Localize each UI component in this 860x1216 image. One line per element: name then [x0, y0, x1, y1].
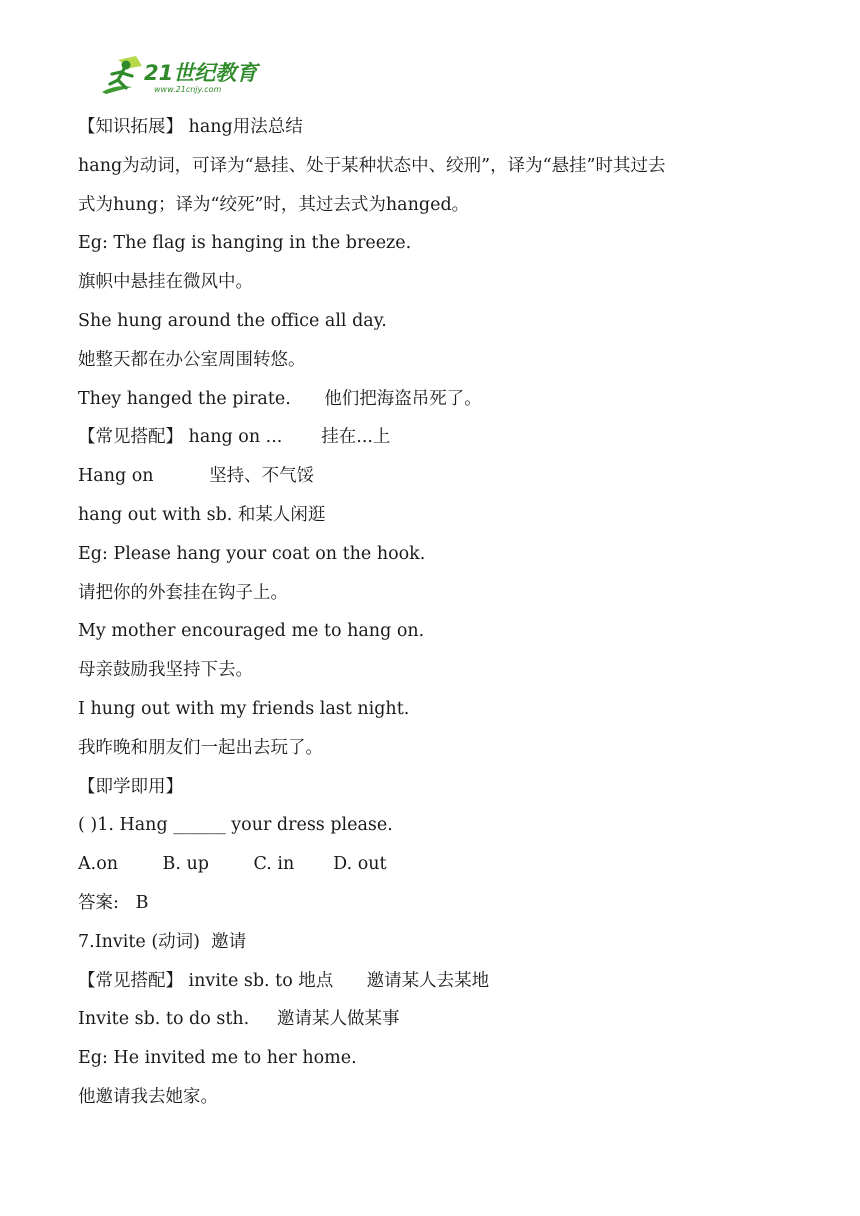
section-heading: 【即学即用】	[78, 776, 183, 797]
section-heading: 【常见搭配】 invite sb. to 地点 邀请某人去某地	[78, 970, 490, 991]
example-sentence: Eg: Please hang your coat on the hook.	[78, 543, 426, 564]
example-sentence: They hanged the pirate. 他们把海盗吊死了。	[78, 388, 482, 409]
example-sentence: Eg: He invited me to her home.	[78, 1048, 357, 1069]
document-body	[78, 108, 798, 1117]
example-translation: 旗帜中悬挂在微风中。	[78, 272, 253, 293]
example-sentence: My mother encouraged me to hang on.	[78, 621, 425, 642]
runner-icon	[102, 56, 142, 94]
example-translation: 他邀请我去她家。	[78, 1086, 218, 1107]
logo-url: www.21cnjy.com	[154, 85, 222, 94]
section-heading: 【常见搭配】 hang on ... 挂在...上	[78, 427, 391, 448]
exercise-answer: 答案: B	[78, 892, 149, 913]
vocab-heading: 7.Invite (动词) 邀请	[78, 931, 247, 952]
example-sentence: She hung around the office all day.	[78, 310, 387, 331]
example-translation: 她整天都在办公室周围转悠。	[78, 349, 306, 370]
logo	[96, 54, 266, 96]
exercise-options: A.on B. up C. in D. out	[78, 854, 387, 875]
exercise-question: ( )1. Hang ______ your dress please.	[78, 815, 393, 836]
example-translation: 我昨晚和朋友们一起出去玩了。	[78, 737, 323, 758]
example-sentence: I hung out with my friends last night.	[78, 698, 410, 719]
collocation-line: Hang on 坚持、不气馁	[78, 466, 315, 487]
example-translation: 请把你的外套挂在钩子上。	[78, 582, 288, 603]
logo-brand: 21世纪教育	[144, 61, 258, 85]
example-translation: 母亲鼓励我坚持下去。	[78, 660, 253, 681]
paragraph-line: hang为动词，可译为“悬挂、处于某种状态中、绞刑”，译为“悬挂”时其过去	[78, 155, 666, 176]
collocation-line: Invite sb. to do sth. 邀请某人做某事	[78, 1009, 400, 1030]
section-heading: 【知识拓展】 hang用法总结	[78, 117, 303, 137]
example-sentence: Eg: The flag is hanging in the breeze.	[78, 233, 412, 254]
collocation-line: hang out with sb. 和某人闲逛	[78, 504, 326, 525]
paragraph-line: 式为hung；译为“绞死”时，其过去式为hanged。	[78, 194, 470, 215]
